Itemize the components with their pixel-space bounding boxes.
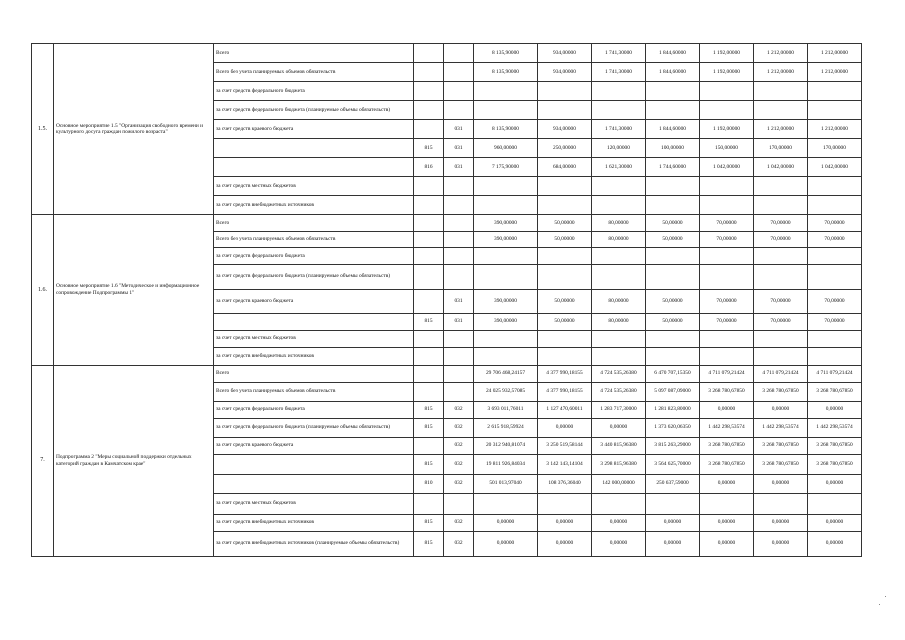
- value-year: 1 042,00000: [808, 158, 862, 177]
- value-year: 3 268 780,67850: [754, 382, 808, 401]
- value-year: [538, 248, 592, 265]
- value-year: 70,00000: [808, 215, 862, 232]
- value-year: 3 440 815,96380: [592, 437, 646, 454]
- value-year: 70,00000: [754, 215, 808, 232]
- value-year: 1 283 717,30000: [592, 401, 646, 418]
- row-label: [214, 139, 414, 158]
- row-label: за счет средств внебюджетных источников (планируемые объемы обязательств): [214, 531, 414, 556]
- grbs-code: 815: [414, 139, 444, 158]
- value-year: [808, 493, 862, 514]
- value-total: [474, 101, 538, 120]
- value-year: 3 298 815,96380: [592, 454, 646, 474]
- value-year: 4 377 990,18155: [538, 382, 592, 401]
- value-year: [700, 330, 754, 347]
- row-label: Всего: [214, 365, 414, 382]
- value-year: [646, 330, 700, 347]
- grbs-code: 815: [414, 531, 444, 556]
- grbs-code: [414, 248, 444, 265]
- value-year: 70,00000: [700, 289, 754, 313]
- grbs-code: [414, 365, 444, 382]
- section-title: Основное мероприятие 1.6 "Методическое и информационное сопровождение Подпрограммы 1": [54, 215, 214, 366]
- value-total: 390,00000: [474, 231, 538, 248]
- value-year: 50,00000: [538, 215, 592, 232]
- value-year: 142 000,00000: [592, 474, 646, 493]
- gp-code: [444, 264, 474, 289]
- gp-code: [444, 82, 474, 101]
- value-year: 4 711 079,21424: [808, 365, 862, 382]
- row-label: Всего: [214, 215, 414, 232]
- value-year: 4 724 535,26380: [592, 382, 646, 401]
- value-year: 100,00000: [646, 139, 700, 158]
- gp-code: 032: [444, 401, 474, 418]
- value-year: 1 442 298,53574: [700, 418, 754, 437]
- gp-code: 031: [444, 120, 474, 139]
- value-year: [592, 82, 646, 101]
- value-year: [700, 177, 754, 196]
- row-label: Всего без учета планируемых объемов обязательств: [214, 63, 414, 82]
- grbs-code: [414, 382, 444, 401]
- value-year: 0,00000: [538, 514, 592, 531]
- value-year: [754, 264, 808, 289]
- value-year: [754, 196, 808, 215]
- value-total: 19 811 926,84034: [474, 454, 538, 474]
- value-year: 1 741,30000: [592, 63, 646, 82]
- value-year: 3 268 780,67850: [700, 454, 754, 474]
- row-label: за счет средств федерального бюджета: [214, 248, 414, 265]
- table-row: [32, 215, 862, 232]
- value-year: 4 711 079,21424: [754, 365, 808, 382]
- value-year: 70,00000: [808, 313, 862, 330]
- value-year: 70,00000: [700, 231, 754, 248]
- value-year: 70,00000: [808, 231, 862, 248]
- value-year: [754, 82, 808, 101]
- value-year: 1 373 620,06350: [646, 418, 700, 437]
- value-total: 2 615 918,59924: [474, 418, 538, 437]
- value-year: [754, 101, 808, 120]
- value-year: 0,00000: [808, 531, 862, 556]
- value-year: [646, 177, 700, 196]
- value-year: [808, 248, 862, 265]
- row-label: [214, 454, 414, 474]
- value-year: 4 711 079,21424: [700, 365, 754, 382]
- value-year: 1 281 823,80000: [646, 401, 700, 418]
- section-title: Основное мероприятие 1.5 "Организация свободного времени и культурного досуга граждан пожилого возраста": [54, 44, 214, 215]
- value-year: [700, 196, 754, 215]
- value-year: 50,00000: [646, 313, 700, 330]
- value-year: 50,00000: [538, 313, 592, 330]
- value-year: [646, 347, 700, 365]
- value-year: [646, 248, 700, 265]
- gp-code: [444, 347, 474, 365]
- value-total: 0,00000: [474, 514, 538, 531]
- value-total: [474, 347, 538, 365]
- row-label: за счет средств внебюджетных источников: [214, 196, 414, 215]
- value-year: [538, 347, 592, 365]
- value-year: 1 042,00000: [700, 158, 754, 177]
- value-year: 1 212,00000: [808, 44, 862, 63]
- value-year: 70,00000: [754, 289, 808, 313]
- row-label: за счет средств внебюджетных источников: [214, 514, 414, 531]
- value-year: 0,00000: [754, 514, 808, 531]
- value-year: 3 268 780,67850: [754, 454, 808, 474]
- value-year: 80,00000: [592, 313, 646, 330]
- value-total: [474, 330, 538, 347]
- value-year: 1 844,60000: [646, 44, 700, 63]
- grbs-code: 815: [414, 418, 444, 437]
- value-year: 80,00000: [592, 231, 646, 248]
- value-year: 1 212,00000: [808, 120, 862, 139]
- row-label: Всего без учета планируемых объемов обязательств: [214, 231, 414, 248]
- row-label: за счет средств местных бюджетов: [214, 177, 414, 196]
- value-total: [474, 177, 538, 196]
- grbs-code: [414, 120, 444, 139]
- value-year: [754, 330, 808, 347]
- value-year: [808, 177, 862, 196]
- value-year: [808, 101, 862, 120]
- gp-code: 032: [444, 514, 474, 531]
- value-total: [474, 196, 538, 215]
- value-year: 934,00000: [538, 120, 592, 139]
- value-year: 3 815 263,29000: [646, 437, 700, 454]
- value-year: 0,00000: [808, 514, 862, 531]
- value-year: 1 621,30000: [592, 158, 646, 177]
- value-year: [700, 264, 754, 289]
- value-year: [700, 82, 754, 101]
- row-label: за счет средств краевого бюджета: [214, 289, 414, 313]
- value-year: [538, 177, 592, 196]
- value-year: 1 741,30000: [592, 44, 646, 63]
- value-year: 1 442 298,53574: [808, 418, 862, 437]
- value-total: 0,00000: [474, 531, 538, 556]
- value-total: 390,00000: [474, 289, 538, 313]
- value-total: 501 013,97040: [474, 474, 538, 493]
- grbs-code: [414, 437, 444, 454]
- value-year: [592, 177, 646, 196]
- row-label: за счет средств местных бюджетов: [214, 493, 414, 514]
- grbs-code: [414, 215, 444, 232]
- value-year: 3 564 625,70000: [646, 454, 700, 474]
- section-index: 7.: [32, 365, 54, 556]
- value-year: [754, 493, 808, 514]
- value-year: 70,00000: [808, 289, 862, 313]
- value-year: [808, 264, 862, 289]
- value-year: 684,00000: [538, 158, 592, 177]
- grbs-code: [414, 493, 444, 514]
- value-year: 0,00000: [754, 401, 808, 418]
- value-year: 0,00000: [754, 531, 808, 556]
- gp-code: [444, 196, 474, 215]
- gp-code: 031: [444, 158, 474, 177]
- value-year: 70,00000: [700, 215, 754, 232]
- value-total: 7 175,90000: [474, 158, 538, 177]
- value-total: 8 135,90000: [474, 63, 538, 82]
- grbs-code: [414, 44, 444, 63]
- row-label: за счет средств краевого бюджета: [214, 437, 414, 454]
- value-year: 934,00000: [538, 44, 592, 63]
- value-year: 1 442 298,53574: [754, 418, 808, 437]
- value-year: [538, 264, 592, 289]
- gp-code: [444, 177, 474, 196]
- row-label: [214, 158, 414, 177]
- row-label: за счет средств федерального бюджета (планируемые объемы обязательств): [214, 418, 414, 437]
- value-year: 50,00000: [646, 215, 700, 232]
- value-year: 1 127 470,60011: [538, 401, 592, 418]
- value-total: 8 135,90000: [474, 44, 538, 63]
- row-label: Всего: [214, 44, 414, 63]
- gp-code: [444, 248, 474, 265]
- gp-code: [444, 101, 474, 120]
- value-year: 170,00000: [808, 139, 862, 158]
- value-year: 3 268 780,67850: [754, 437, 808, 454]
- table-row: [32, 365, 862, 382]
- value-year: [592, 101, 646, 120]
- scan-speck: [885, 596, 886, 597]
- value-year: 4 377 990,18155: [538, 365, 592, 382]
- value-total: [474, 264, 538, 289]
- value-year: 1 212,00000: [808, 63, 862, 82]
- gp-code: 032: [444, 474, 474, 493]
- gp-code: 032: [444, 418, 474, 437]
- grbs-code: [414, 289, 444, 313]
- value-year: [754, 177, 808, 196]
- grbs-code: [414, 264, 444, 289]
- value-year: [700, 347, 754, 365]
- value-year: 1 741,30000: [592, 120, 646, 139]
- row-label: за счет средств федерального бюджета (планируемые объемы обязательств): [214, 101, 414, 120]
- value-year: [808, 330, 862, 347]
- value-year: 108 376,36040: [538, 474, 592, 493]
- value-year: 934,00000: [538, 63, 592, 82]
- value-year: 170,00000: [754, 139, 808, 158]
- gp-code: 032: [444, 531, 474, 556]
- gp-code: [444, 215, 474, 232]
- gp-code: 031: [444, 139, 474, 158]
- value-year: [646, 101, 700, 120]
- value-year: 1 844,60000: [646, 63, 700, 82]
- value-year: 0,00000: [592, 531, 646, 556]
- value-year: [538, 493, 592, 514]
- value-year: 3 268 780,67850: [808, 437, 862, 454]
- value-total: 20 312 940,81074: [474, 437, 538, 454]
- scan-speck: [879, 604, 880, 605]
- value-year: 3 250 519,58144: [538, 437, 592, 454]
- value-year: [646, 493, 700, 514]
- value-year: 0,00000: [592, 514, 646, 531]
- grbs-code: 816: [414, 158, 444, 177]
- value-year: 50,00000: [538, 289, 592, 313]
- gp-code: 031: [444, 289, 474, 313]
- grbs-code: [414, 231, 444, 248]
- grbs-code: [414, 330, 444, 347]
- value-year: 1 212,00000: [754, 44, 808, 63]
- grbs-code: [414, 101, 444, 120]
- value-year: 70,00000: [754, 231, 808, 248]
- value-year: 3 268 780,67850: [700, 382, 754, 401]
- gp-code: [444, 365, 474, 382]
- row-label: Всего без учета планируемых объемов обязательств: [214, 382, 414, 401]
- value-year: 250,00000: [538, 139, 592, 158]
- value-total: [474, 248, 538, 265]
- value-year: 1 042,00000: [754, 158, 808, 177]
- grbs-code: 815: [414, 454, 444, 474]
- value-year: 3 268 780,67850: [808, 454, 862, 474]
- row-label: за счет средств федерального бюджета: [214, 82, 414, 101]
- row-label: за счет средств краевого бюджета: [214, 120, 414, 139]
- grbs-code: 815: [414, 401, 444, 418]
- value-year: 3 268 780,67850: [808, 382, 862, 401]
- section-index: 1.6.: [32, 215, 54, 366]
- value-year: 50,00000: [538, 231, 592, 248]
- gp-code: [444, 493, 474, 514]
- value-year: 0,00000: [700, 401, 754, 418]
- value-year: [808, 196, 862, 215]
- value-year: 0,00000: [646, 531, 700, 556]
- value-year: 5 097 087,09000: [646, 382, 700, 401]
- value-year: 3 268 780,67850: [700, 437, 754, 454]
- value-total: 960,00000: [474, 139, 538, 158]
- grbs-code: [414, 82, 444, 101]
- value-year: [808, 347, 862, 365]
- value-total: [474, 493, 538, 514]
- value-year: [592, 248, 646, 265]
- value-year: 1 192,00000: [700, 120, 754, 139]
- value-year: 0,00000: [646, 514, 700, 531]
- row-label: [214, 313, 414, 330]
- value-total: 390,00000: [474, 215, 538, 232]
- gp-code: [444, 382, 474, 401]
- value-year: 250 637,59000: [646, 474, 700, 493]
- value-year: 1 192,00000: [700, 44, 754, 63]
- value-year: [538, 101, 592, 120]
- value-year: 0,00000: [808, 474, 862, 493]
- value-total: [474, 82, 538, 101]
- value-year: 0,00000: [700, 514, 754, 531]
- value-year: 3 142 143,14104: [538, 454, 592, 474]
- gp-code: [444, 330, 474, 347]
- value-year: [538, 196, 592, 215]
- value-year: [592, 196, 646, 215]
- value-year: [592, 330, 646, 347]
- value-year: 4 724 535,26380: [592, 365, 646, 382]
- value-year: 0,00000: [592, 418, 646, 437]
- value-year: 0,00000: [700, 474, 754, 493]
- value-year: 80,00000: [592, 215, 646, 232]
- gp-code: [444, 231, 474, 248]
- value-year: 6 470 707,15350: [646, 365, 700, 382]
- value-year: [646, 264, 700, 289]
- value-year: 0,00000: [754, 474, 808, 493]
- value-year: [646, 82, 700, 101]
- grbs-code: 810: [414, 474, 444, 493]
- table-row: [32, 44, 862, 63]
- value-year: 0,00000: [808, 401, 862, 418]
- value-year: 0,00000: [538, 418, 592, 437]
- value-year: [754, 248, 808, 265]
- gp-code: 032: [444, 437, 474, 454]
- value-total: 390,00000: [474, 313, 538, 330]
- gp-code: 031: [444, 313, 474, 330]
- grbs-code: [414, 347, 444, 365]
- value-total: 29 706 468,24157: [474, 365, 538, 382]
- grbs-code: 815: [414, 313, 444, 330]
- row-label: [214, 474, 414, 493]
- value-total: 3 693 011,76011: [474, 401, 538, 418]
- value-year: 70,00000: [754, 313, 808, 330]
- value-year: [538, 330, 592, 347]
- grbs-code: [414, 177, 444, 196]
- row-label: за счет средств внебюджетных источников: [214, 347, 414, 365]
- value-year: [700, 248, 754, 265]
- row-label: за счет средств федерального бюджета (планируемые объемы обязательств): [214, 264, 414, 289]
- value-year: 0,00000: [700, 531, 754, 556]
- grbs-code: [414, 63, 444, 82]
- value-year: [808, 82, 862, 101]
- value-year: [592, 264, 646, 289]
- value-year: 50,00000: [646, 289, 700, 313]
- budget-table: [31, 43, 862, 557]
- grbs-code: [414, 196, 444, 215]
- gp-code: 032: [444, 454, 474, 474]
- value-year: [592, 347, 646, 365]
- section-index: 1.5.: [32, 44, 54, 215]
- value-total: 24 025 932,57085: [474, 382, 538, 401]
- value-year: 70,00000: [700, 313, 754, 330]
- row-label: за счет средств федерального бюджета: [214, 401, 414, 418]
- value-total: 8 135,90000: [474, 120, 538, 139]
- value-year: [700, 493, 754, 514]
- value-year: 50,00000: [646, 231, 700, 248]
- gp-code: [444, 44, 474, 63]
- value-year: 1 744,60000: [646, 158, 700, 177]
- value-year: 150,00000: [700, 139, 754, 158]
- value-year: 1 192,00000: [700, 63, 754, 82]
- value-year: 1 212,00000: [754, 120, 808, 139]
- section-title: Подпрограмма 2 "Меры социальной поддержки отдельных категорий граждан в Камчатском крае": [54, 365, 214, 556]
- gp-code: [444, 63, 474, 82]
- value-year: [700, 101, 754, 120]
- value-year: 0,00000: [538, 531, 592, 556]
- value-year: [754, 347, 808, 365]
- value-year: 120,00000: [592, 139, 646, 158]
- value-year: [538, 82, 592, 101]
- value-year: 1 844,60000: [646, 120, 700, 139]
- grbs-code: 815: [414, 514, 444, 531]
- value-year: [592, 493, 646, 514]
- value-year: 80,00000: [592, 289, 646, 313]
- value-year: 1 212,00000: [754, 63, 808, 82]
- row-label: за счет средств местных бюджетов: [214, 330, 414, 347]
- value-year: [646, 196, 700, 215]
